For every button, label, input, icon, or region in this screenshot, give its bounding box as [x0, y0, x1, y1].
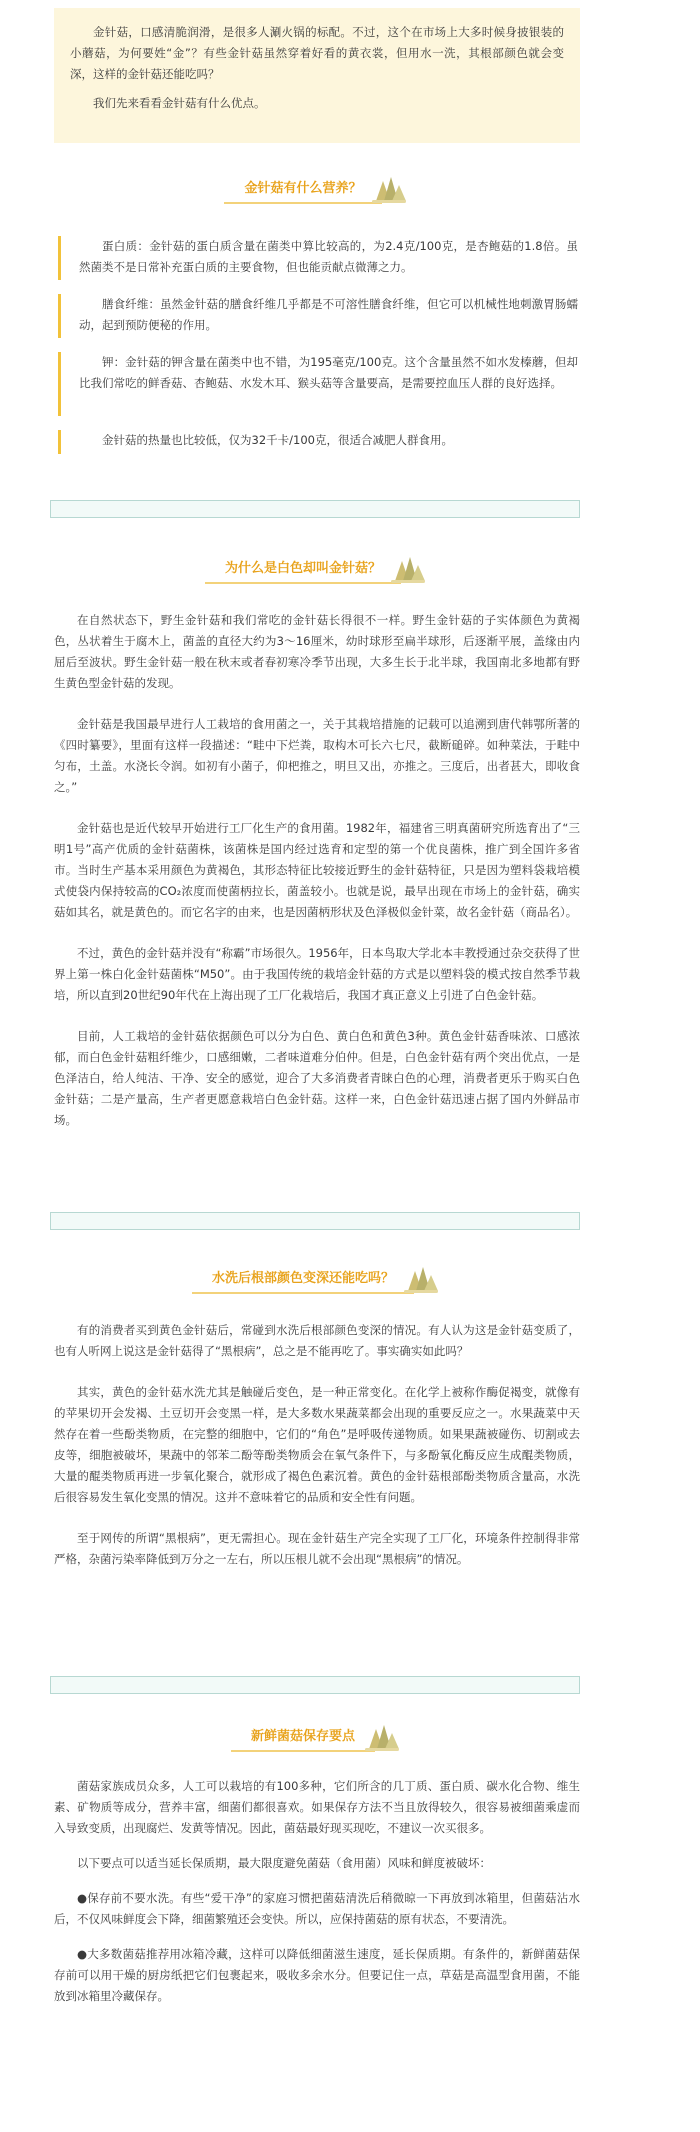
paragraph: 有的消费者买到黄色金针菇后，常碰到水洗后根部颜色变深的情况。有人认为这是金针菇变质了，也有人听网上说这是金针菇得了“黑根病”，总之是不能再吃了。事实确实如此吗？ — [54, 1323, 580, 1358]
paragraph: 不过，黄色的金针菇并没有“称霸”市场很久。1956年，日本鸟取大学北本丰教授通过杂交获得了世界上第一株白化金针菇菌株“M50”。由于我国传统的栽培金针菇的方式是以塑料袋的模式按自然季节栽培，所以直到20世纪90年代在上海出现了工厂化栽培后，我国才真正意义上引进了白色金针菇。 — [54, 946, 580, 1002]
section-heading — [54, 172, 580, 208]
section-divider — [50, 1676, 580, 1694]
section-title: 新鲜菌菇保存要点 — [231, 1725, 375, 1752]
section-body — [54, 610, 580, 1131]
paragraph: 其实，黄色的金针菇水洗尤其是触碰后变色，是一种正常变化。在化学上被称作酶促褐变，就像有的苹果切开会发褐、土豆切开会变黑一样，是大多数水果蔬菜都会出现的重要反应之一。水果蔬菜中天然存在着一些酚类物质，在完整的细胞中，它们的“角色”是呼吸传递物质。如果果蔬被碰伤、切割或去皮等，细胞被破坏，果蔬中的邻苯二酚等酚类物质会在氧气条件下，与多酚氧化酶反应生成醌类物质，大量的醌类物质再进一步氧化聚合，就形成了褐色色素沉着。黄色的金针菇根部酚类物质含量高，水洗后很容易发生氧化变黑的情况。这并不意味着它的品质和安全性有问题。 — [54, 1385, 580, 1504]
paragraph: 以下要点可以适当延长保质期，最大限度避免菌菇（食用菌）风味和鲜度被破坏： — [77, 1856, 491, 1870]
tree-icon — [370, 175, 410, 205]
section-heading — [54, 1720, 580, 1756]
tree-icon — [402, 1265, 442, 1295]
section-heading — [54, 1262, 580, 1298]
section-title: 为什么是白色却叫金针菇？ — [205, 557, 401, 584]
section-body — [54, 1320, 580, 1570]
intro-paragraph: 我们先来看看金针菇有什么优点。 — [93, 96, 266, 110]
section-body — [54, 1776, 580, 2007]
nutrient-text: 膳食纤维：虽然金针菇的膳食纤维几乎都是不可溶性膳食纤维，但它可以机械性地刺激胃肠蠕动，起到预防便秘的作用。 — [79, 297, 578, 332]
intro-box — [54, 8, 580, 143]
paragraph: 在自然状态下，野生金针菇和我们常吃的金针菇长得很不一样。野生金针菇的子实体颜色为黄褐色，丛状着生于腐木上，菌盖的直径大约为3～16厘米，幼时球形至扁半球形，后逐渐平展，盖缘由内屈后至波状。野生金针菇一般在秋末或者春初寒冷季节出现，大多生长于北半球，我国南北多地都有野生黄色型金针菇的发现。 — [54, 613, 580, 690]
tree-icon — [389, 555, 429, 585]
section-title: 水洗后根部颜色变深还能吃吗？ — [192, 1267, 414, 1294]
tip-paragraph: ●保存前不要水洗。有些“爱干净”的家庭习惯把菌菇清洗后稍微晾一下再放到冰箱里，但菌菇沾水后，不仅风味鲜度会下降，细菌繁殖还会变快。所以，应保持菌菇的原有状态，不要清洗。 — [54, 1891, 580, 1926]
nutrient-text: 金针菇的热量也比较低，仅为32千卡/100克，很适合减肥人群食用。 — [102, 433, 453, 447]
paragraph: 至于网传的所谓“黑根病”，更无需担心。现在金针菇生产完全实现了工厂化，环境条件控制得非常严格，杂菌污染率降低到万分之一左右，所以压根儿就不会出现“黑根病”的情况。 — [54, 1531, 580, 1566]
nutrient-text: 钾：金针菇的钾含量在菌类中也不错，为195毫克/100克。这个含量虽然不如水发榛蘑，但却比我们常吃的鲜香菇、杏鲍菇、水发木耳、猴头菇等含量要高，是需要控血压人群的良好选择。 — [79, 355, 578, 390]
tree-icon — [363, 1723, 403, 1753]
nutrient-text: 蛋白质：金针菇的蛋白质含量在菌类中算比较高的，为2.4克/100克，是杏鲍菇的1.8倍。虽然菌类不是日常补充蛋白质的主要食物，但也能贡献点微薄之力。 — [79, 239, 578, 274]
section-heading — [54, 552, 580, 588]
nutrient-item — [58, 294, 578, 338]
paragraph: 目前，人工栽培的金针菇依据颜色可以分为白色、黄白色和黄色3种。黄色金针菇香味浓、口感浓郁，而白色金针菇粗纤维少，口感细嫩，二者味道难分伯仲。但是，白色金针菇有两个突出优点，一是色泽洁白，给人纯洁、干净、安全的感觉，迎合了大多消费者青睐白色的心理，消费者更乐于购买白色金针菇；二是产量高，生产者更愿意栽培白色金针菇。这样一来，白色金针菇迅速占据了国内外鲜品市场。 — [54, 1029, 580, 1127]
section-title: 金针菇有什么营养？ — [224, 177, 381, 204]
paragraph: 金针菇是我国最早进行人工栽培的食用菌之一，关于其栽培措施的记载可以追溯到唐代韩鄂所著的《四时纂要》，里面有这样一段描述：“畦中下烂粪，取构木可长六七尺，截断磓碎。如种菜法，于畦中匀布，土盖。水浇长令润。如初有小菌子，仰杷推之，明旦又出，亦推之。三度后，出者甚大，即收食之。” — [54, 717, 580, 794]
intro-paragraph: 金针菇，口感清脆润滑，是很多人涮火锅的标配。不过，这个在市场上大多时候身披银装的小蘑菇，为何要姓“金”？有些金针菇虽然穿着好看的黄衣裳，但用水一洗，其根部颜色就会变深，这样的金针菇还能吃吗？ — [70, 25, 564, 81]
tip-paragraph: ●大多数菌菇推荐用冰箱冷藏，这样可以降低细菌滋生速度，延长保质期。有条件的，新鲜菌菇保存前可以用干燥的厨房纸把它们包裹起来，吸收多余水分。但要记住一点，草菇是高温型食用菌，不能放到冰箱里冷藏保存。 — [54, 1947, 580, 2003]
nutrient-item — [58, 236, 578, 280]
paragraph: 菌菇家族成员众多，人工可以栽培的有100多种，它们所含的几丁质、蛋白质、碳水化合物、维生素、矿物质等成分，营养丰富，细菌们都很喜欢。如果保存方法不当且放得较久，很容易被细菌乘虚而入导致变质，出现腐烂、发黄等情况。因此，菌菇最好现买现吃，不建议一次买很多。 — [54, 1779, 580, 1835]
nutrient-item — [58, 430, 578, 454]
nutrient-item — [58, 352, 578, 416]
paragraph: 金针菇也是近代较早开始进行工厂化生产的食用菌。1982年，福建省三明真菌研究所选育出了“三明1号”高产优质的金针菇菌株，该菌株是国内经过选育和定型的第一个优良菌株，推广到全国许多省市。当时生产基本采用颜色为黄褐色，其形态特征比较接近野生的金针菇特征，只是因为塑料袋栽培模式使袋内保持较高的CO₂浓度而使菌柄拉长，菌盖较小。也就是说，最早出现在市场上的金针菇，确实菇如其名，就是黄色的。而它名字的由来，也是因菌柄形状及色泽极似金针菜，故名金针菇（商品名）。 — [54, 821, 580, 919]
section-divider — [50, 1212, 580, 1230]
section-divider — [50, 500, 580, 518]
